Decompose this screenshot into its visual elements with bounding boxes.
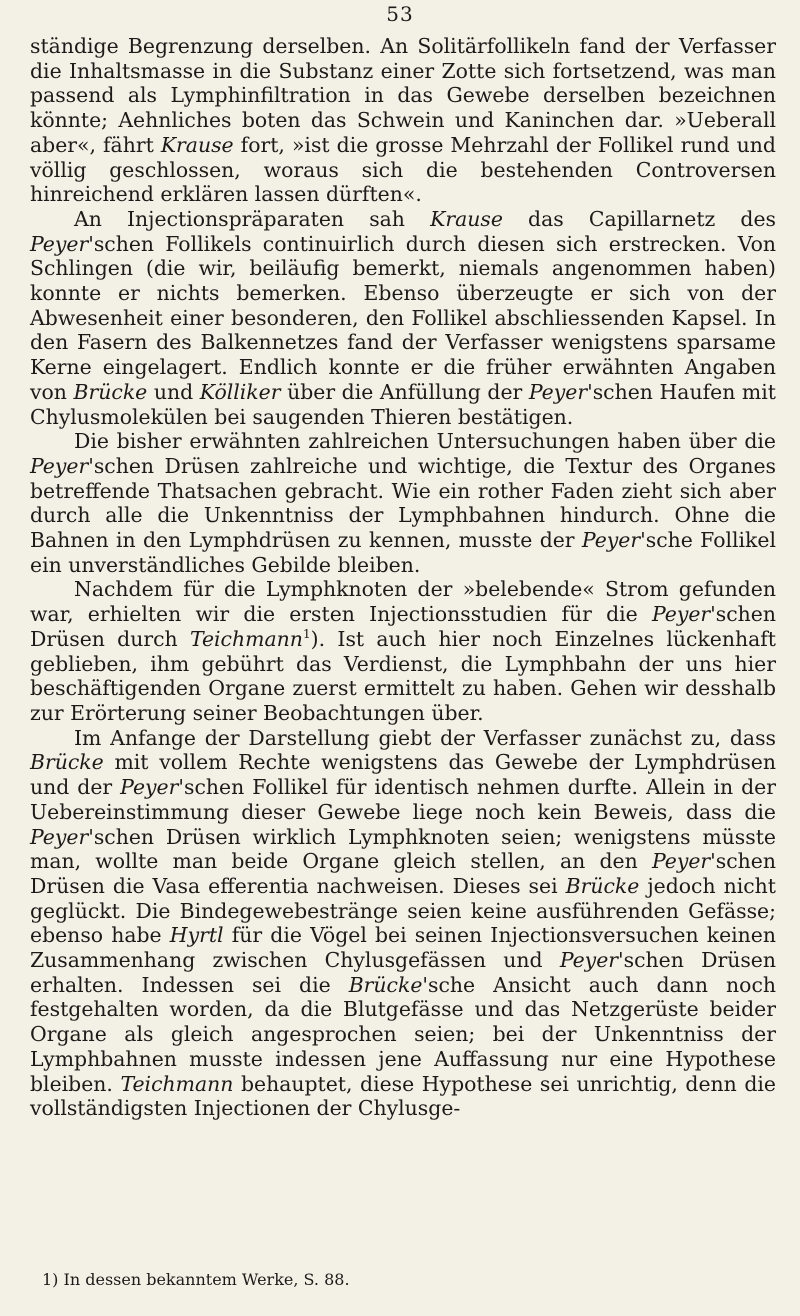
text-run: 'schen Drüsen erhalten. Indessen sei die (30, 948, 776, 997)
paragraph (30, 207, 776, 429)
italic-name: Peyer (559, 948, 619, 973)
text-run: 'sche Ansicht auch dann noch festgehalten worden, da die Blutgefässe und das Netzgerüste beider Organe als gleich angesprochen seien; bei der Unkenntniss der Lymphbahnen musste indessen jene Auffassung nur eine Hypothese bleiben. (30, 972, 777, 1096)
italic-name: Peyer (30, 824, 89, 849)
text-run: jedoch nicht geglückt. Die Bindegewebestränge seien keine ausführenden Gefässe; ebenso habe (30, 873, 776, 948)
italic-name: Peyer (581, 528, 641, 553)
text-run: für die Vögel bei seinen Injectionsversuchen keinen Zusammenhang zwischen Chylusgefässen und (30, 923, 777, 973)
footnote (42, 1270, 350, 1290)
text-run: 'schen Follikel für identisch nehmen durfte. Allein in der Uebereinstimmung dieser Gewebe liege noch kein Beweis, dass die (30, 775, 776, 824)
italic-name: Kölliker (199, 379, 281, 404)
italic-name: Brücke (30, 750, 104, 775)
footnote-text: In dessen bekanntem Werke, S. 88. (63, 1270, 350, 1289)
paragraph (30, 429, 776, 577)
italic-name: Peyer (651, 602, 711, 627)
footnote-marker: 1) (42, 1270, 59, 1289)
text-run: fort, »ist die grosse Mehrzahl der Follikel rund und völlig geschlossen, woraus sich die bestehenden Controversen hinreichend erklären lassen dürften«. (30, 132, 776, 207)
text-run: An Injectionspräparaten sah (74, 206, 431, 231)
text-run: 'schen Drüsen durch (30, 602, 776, 651)
italic-name: Hyrtl (169, 923, 224, 948)
text-run: ständige Begrenzung derselben. An Solitärfollikeln fand der Verfasser die Inhaltsmasse in die Substanz einer Zotte sich fortsetzend, was man passend als Lymphinfiltration in das Gewebe derselben bezeichnen könnte; Aehnliches boten das Schwein und Kaninchen dar. »Ueberall aber«, fährt (30, 34, 776, 157)
text-run: Im Anfange der Darstellung giebt der Verfasser zunächst zu, dass (74, 725, 776, 750)
text-run: 'schen Drüsen zahlreiche und wichtige, die Textur des Organes betreffende Thatsachen gebracht. Wie ein rother Faden zieht sich aber durch alle die Unkenntniss der Lymphbahnen hindurch. Ohne die Bahnen in den Lymphdrüsen zu kennen, musste der (30, 453, 776, 553)
italic-name: Krause (160, 132, 234, 157)
text-run: 'schen Drüsen wirklich Lymphknoten seien; wenigstens müsste man, wollte man beide Organe gleich stellen, an den (30, 824, 776, 874)
text-run: 'schen Drüsen die Vasa efferentia nachweisen. Dieses sei (30, 849, 776, 898)
italic-name: Peyer (30, 231, 89, 256)
text-run: das Capillarnetz des (502, 206, 777, 231)
paragraph (30, 577, 776, 725)
text-run: Nachdem für die Lymphknoten der »belebende« Strom gefunden war, erhielten wir die ersten Injectionsstudien für die (30, 577, 776, 627)
italic-name: Peyer (528, 379, 588, 404)
text-run: 'schen Haufen mit Chylusmolekülen bei saugenden Thieren bestätigen. (30, 379, 776, 429)
text-run: 'sche Follikel ein unverständliches Gebilde bleiben. (30, 528, 776, 577)
text-run: über die Anfüllung der (280, 379, 529, 404)
footnote-reference: 1 (302, 627, 311, 642)
italic-name: Peyer (120, 775, 179, 800)
italic-name: Brücke (73, 379, 148, 404)
italic-name: Brücke (348, 972, 423, 997)
page-number: 53 (386, 2, 414, 26)
italic-name: Peyer (651, 849, 711, 874)
italic-name: Peyer (30, 453, 89, 478)
text-run: ). Ist auch hier noch Einzelnes lückenhaft geblieben, ihm gebührt das Verdienst, die Lymphbahn der uns hier beschäftigenden Organe zuerst ermittelt zu haben. Gehen wir desshalb zur Erörterung seiner Beobachtungen über. (30, 626, 776, 725)
italic-name: Teichmann (189, 626, 303, 651)
text-run: 'schen Follikels continuirlich durch diesen sich erstrecken. Von Schlingen (die wir, beiläufig bemerkt, niemals angenommen haben) konnte er nichts bemerken. Ebenso überzeugte er sich von der Abwesenheit einer besonderen, den Follikel abschliessenden Kapsel. In den Fasern des Balkennetzes fand der Verfasser wenigstens sparsame Kerne eingelagert. Endlich konnte er die früher erwähnten Angaben von (30, 231, 776, 404)
paragraph (30, 726, 776, 1121)
body-text (30, 34, 776, 1121)
text-run: Die bisher erwähnten zahlreichen Untersuchungen haben über die (74, 429, 776, 454)
text-run: und (147, 379, 200, 404)
paragraph (30, 34, 776, 207)
text-run: behauptet, diese Hypothese sei unrichtig, denn die vollständigsten Injectionen der Chylusge- (30, 1071, 776, 1121)
italic-name: Teichmann (120, 1071, 234, 1096)
italic-name: Krause (430, 206, 503, 231)
italic-name: Brücke (565, 873, 640, 898)
text-run: mit vollem Rechte wenigstens das Gewebe der Lymphdrüsen und der (30, 750, 776, 800)
